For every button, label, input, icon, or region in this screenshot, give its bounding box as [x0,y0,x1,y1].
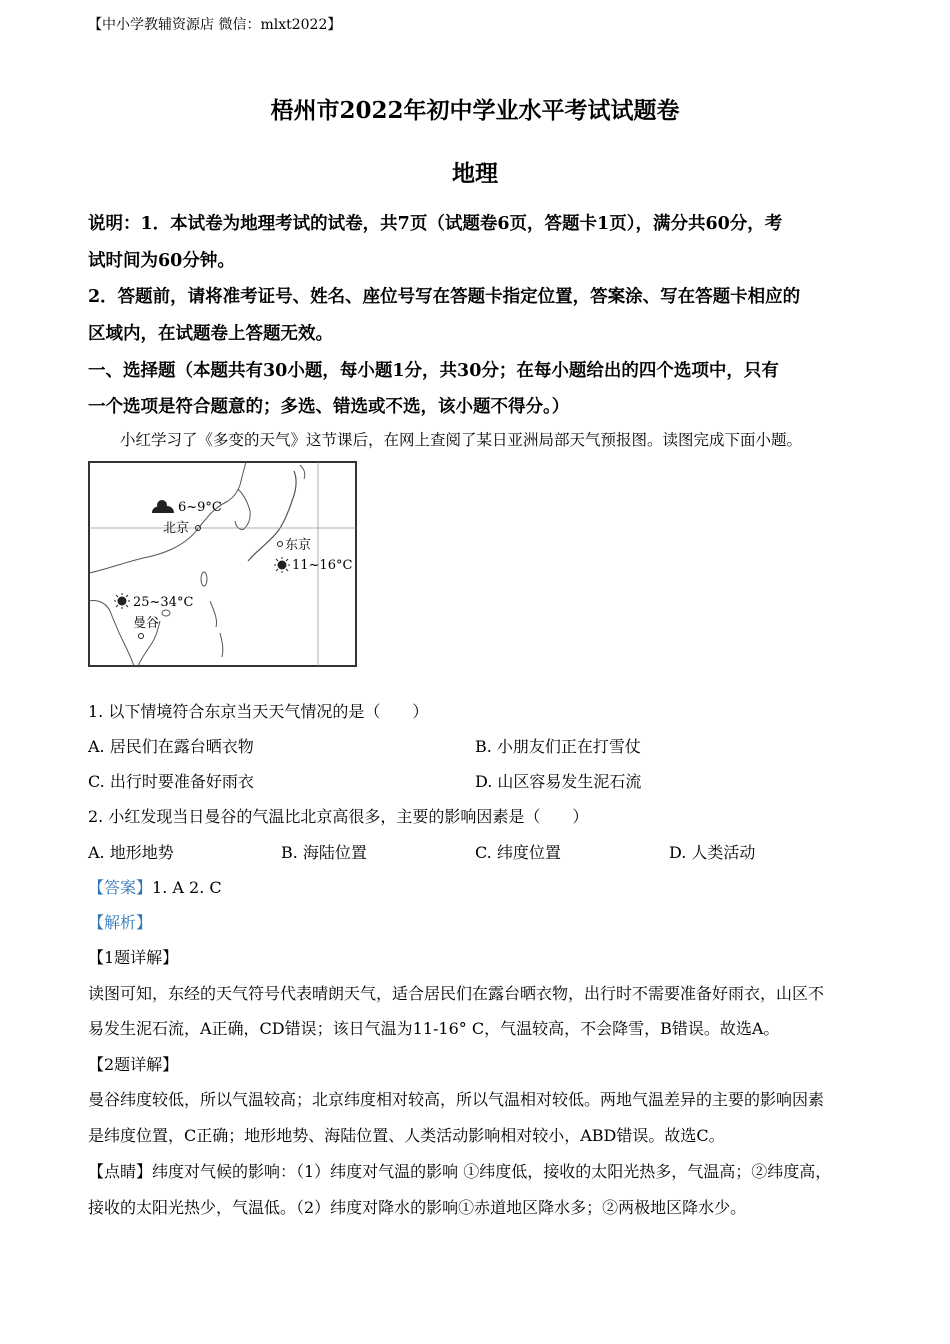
tokyo-city-label: 东京 [285,538,312,553]
section-heading-line-1: 一、选择题（本题共有30小题，每小题1分，共30分；在每小题给出的四个选项中，只有 [88,361,779,381]
question-2-option-b: B. 海陆位置 [281,843,367,862]
question-2-option-d: D. 人类活动 [669,843,756,862]
tip-line-1: 【点睛】纬度对气候的影响：（1）纬度对气温的影响 ①纬度低，接收的太阳光热多，气温高；②纬度高， [88,1162,832,1181]
question-1-option-d: D. 山区容易发生泥石流 [475,772,642,791]
question-1-option-a: A. 居民们在露台晒衣物 [88,737,254,756]
bangkok-temp-label: 25~34°C [133,595,194,610]
beijing-temp-label: 6~9°C [178,500,222,515]
section-heading-line-2: 一个选项是符合题意的；多选、错选或不选，该小题不得分。） [88,397,570,417]
analysis-label: 【解析】 [88,913,153,932]
instructions-line-1: 说明：1．本试卷为地理考试的试卷，共7页（试题卷6页，答题卡1页），满分共60分，考 [88,214,783,234]
question-1-stem: 1. 以下情境符合东京当天天气情况的是（ ） [88,702,429,721]
detail-2-line-2: 是纬度位置，C正确；地形地势、海陆位置、人类活动影响相对较小，ABD错误。故选C。 [88,1126,725,1145]
detail-2-line-1: 曼谷纬度较低，所以气温较高；北京纬度相对较高，所以气温相对较低。两地气温差异的主要的影响因素 [88,1090,825,1109]
instructions-line-4: 区域内，在试题卷上答题无效。 [88,324,333,344]
question-1-option-c: C. 出行时要准备好雨衣 [88,772,254,791]
answer-text: 1. A 2. C [152,878,222,897]
bangkok-city-label: 曼谷 [133,616,160,631]
answer-label: 【答案】 [88,878,153,897]
instructions-line-2: 试时间为60分钟。 [88,251,235,271]
question-2-stem: 2. 小红发现当日曼谷的气温比北京高很多，主要的影响因素是（ ） [88,807,589,826]
detail-1-label: 【1题详解】 [88,948,179,967]
exam-title: 梧州市2022年初中学业水平考试试题卷 [270,97,680,124]
page-header-note: 【中小学教辅资源店 微信：mlxt2022】 [88,17,342,33]
answer-line [88,875,222,898]
instructions-line-3: 2．答题前，请将准考证号、姓名、座位号写在答题卡指定位置，答案涂、写在答题卡相应的 [88,287,801,307]
question-2-option-a: A. 地形地势 [88,843,174,862]
detail-1-line-2: 易发生泥石流，A正确，CD错误；该日气温为11-16° C，气温较高，不会降雪，B错误。故选A。 [88,1019,780,1038]
detail-1-line-1: 读图可知，东经的天气符号代表晴朗天气，适合居民们在露台晒衣物，出行时不需要准备好雨衣，山区不 [88,984,825,1003]
tip-line-2: 接收的太阳光热少，气温低。（2）纬度对降水的影响①赤道地区降水多；②两极地区降水少。 [88,1198,747,1217]
question-2-option-c: C. 纬度位置 [475,843,561,862]
question-1-option-b: B. 小朋友们正在打雪仗 [475,737,641,756]
detail-2-label: 【2题详解】 [88,1055,179,1074]
tokyo-temp-label: 11~16°C [292,558,353,573]
weather-map [88,461,357,667]
question-intro: 小红学习了《多变的天气》这节课后，在网上查阅了某日亚洲局部天气预报图。读图完成下面小题。 [120,431,803,449]
subject-title: 地理 [452,160,498,187]
beijing-city-label: 北京 [163,521,190,536]
